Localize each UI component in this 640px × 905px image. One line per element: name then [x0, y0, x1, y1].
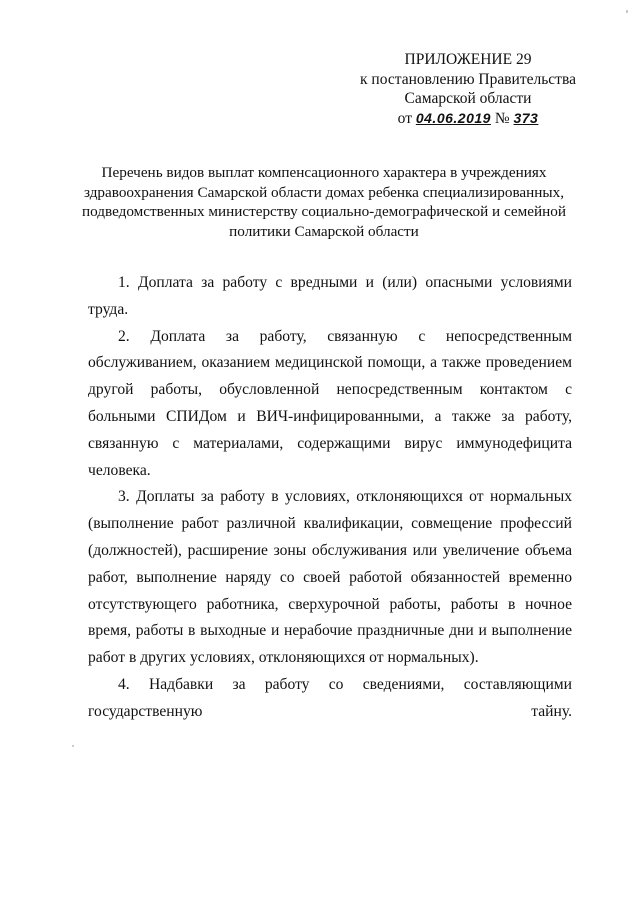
appendix-header: [348, 50, 588, 128]
list-item: 1. Доплата за работу с вредными и (или) опасными условиями труда.: [88, 274, 572, 318]
scan-speck: [626, 10, 628, 13]
number-prefix: №: [494, 109, 510, 127]
region-name: Самарской области: [404, 90, 532, 107]
appendix-number: ПРИЛОЖЕНИЕ 29: [404, 51, 532, 68]
handwritten-number: 373: [513, 109, 539, 126]
resolution-reference: к постановлению Правительства: [360, 70, 576, 88]
list-item: 3. Доплаты за работу в условиях, отклоняющихся от нормальных (выполнение работ различной квалификации, совмещение профессий (должностей), расширение зоны обслуживания или увеличение объема работ, выполнение наряду со своей работой обязанностей временно отсутствующего работника, сверхурочной работы, работы в ночное время, работы в выходные и нерабочие праздничные дни и выполнение работ в других условиях, отклоняющихся от нормальных).: [88, 488, 572, 667]
list-item: 4. Надбавки за работу со сведениями, составляющими государственную тайну.: [88, 675, 572, 720]
scan-speck: [72, 745, 74, 747]
date-prefix: от: [397, 109, 412, 127]
date-number-line: [348, 109, 588, 129]
handwritten-date: 04.06.2019: [415, 109, 491, 126]
document-title: Перечень видов выплат компенсационного характера в учреждениях здравоохранения Самарской области домах ребенка специализированных, подведомственных министерству социально-демографической и семейной политики Самарской области: [82, 164, 566, 240]
document-body: [88, 270, 572, 726]
list-item: 2. Доплата за работу, связанную с непосредственным обслуживанием, оказанием медицинской помощи, а также проведением другой работы, обусловленной непосредственным контактом с больными СПИДом и ВИЧ-инфицированными, а также за работу, связанную с материалами, содержащими вирус иммунодефицита человека.: [88, 327, 572, 479]
